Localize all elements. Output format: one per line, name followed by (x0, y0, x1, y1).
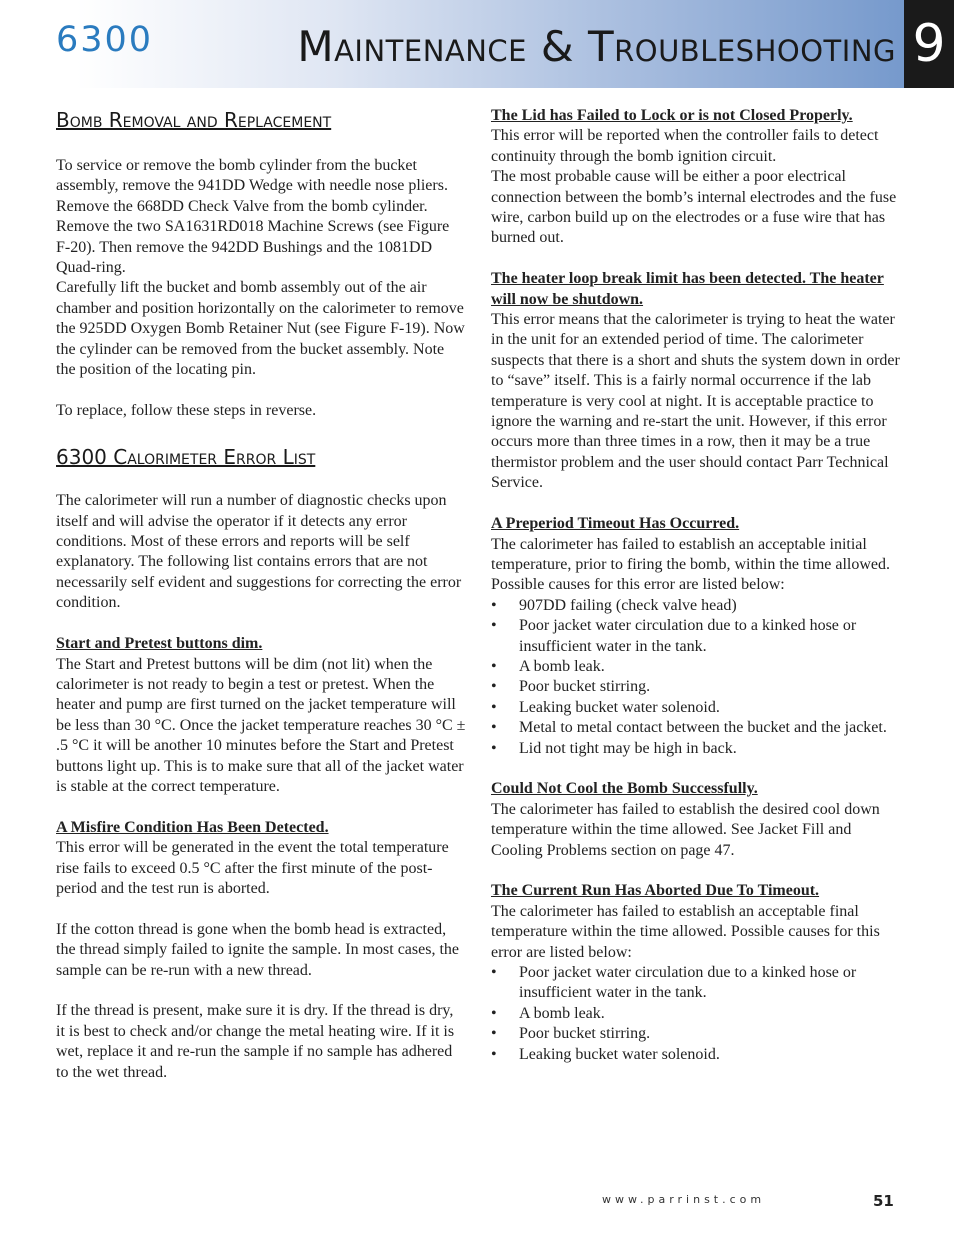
error-text-heater: This error means that the calorimeter is trying to heat the water in the unit for an extended period of time. The calorimeter suspects that there is a short and shuts the system down in order to “save” itself. This is a fairly normal occurrence if the lab temperature is very cool at night. It is acceptable practice to ignore the warning and re-start the unit. However, if this error occurs more than three times in a row, then it may be a true thermistor problem and the user should contact Parr Technical Service. (491, 311, 900, 492)
list-item: • Poor bucket stirring. (491, 677, 903, 697)
bomb-paragraph-1: To service or remove the bomb cylinder from the bucket assembly, remove the 941DD Wedge with needle nose pliers. Remove the 668DD Check Valve from the bomb cylinder. Remove the two SA1631RD018 Machine Screws (see Figure F-20). Then remove the 942DD Bushings and the 1081DD Quad-ring. (56, 157, 450, 277)
error-label-timeout: The Current Run Has Aborted Due To Timeout. (491, 882, 820, 900)
misfire-cotton-paragraph: If the cotton thread is gone when the bomb head is extracted, the thread simply failed to ignite the sample. In most cases, the sample can be re-run with a new thread. (56, 920, 460, 979)
error-label-start-pretest: Start and Pretest buttons dim. (56, 635, 263, 653)
page-number: 51 (873, 1192, 894, 1210)
right-column (491, 106, 903, 1065)
error-label-lid: The Lid has Failed to Lock or is not Closed Properly. (491, 107, 853, 124)
error-text-lid-2: The most probable cause will be either a poor electrical connection between the bomb’s internal electrodes and the fuse wire, carbon build up on the electrodes or a fuse wire that has burned out. (491, 168, 897, 247)
errors-intro: The calorimeter will run a number of diagnostic checks upon itself and will advise the operator if it detects any error conditions. Most of these errors and reports will be self explanatory. The following list contains errors that are not necessarily self evident and suggestions for correcting the error condition. (56, 492, 462, 612)
bomb-paragraph-3: To replace, follow these steps in reverse. (56, 401, 317, 419)
error-label-heater: The heater loop break limit has been detected. The heater will now be shutdown. (491, 270, 884, 308)
list-item: • Poor jacket water circulation due to a kinked hose or insufficient water in the tank. (491, 963, 903, 1004)
list-item: • Leaking bucket water solenoid. (491, 698, 903, 718)
error-label-misfire: A Misfire Condition Has Been Detected. (56, 818, 329, 836)
list-item: • Poor bucket stirring. (491, 1024, 903, 1044)
list-item: • Metal to metal contact between the bucket and the jacket. (491, 718, 903, 738)
list-item: • Leaking bucket water solenoid. (491, 1045, 903, 1065)
error-text-misfire: This error will be generated in the event the total temperature rise fails to exceed 0.5 °C after the first minute of the post-period and the test run is aborted. (56, 839, 449, 897)
list-item: • A bomb leak. (491, 657, 903, 677)
list-item: • 907DD failing (check valve head) (491, 596, 903, 616)
error-text-timeout: The calorimeter has failed to establish an acceptable final temperature within the time allowed. Possible causes for this error are listed below: (491, 902, 880, 961)
error-text-lid-1: This error will be reported when the controller fails to detect continuity through the bomb ignition circuit. (491, 127, 879, 165)
section-heading-bomb-removal: Bomb Removal and Replacement (56, 108, 332, 132)
error-label-cool: Could Not Cool the Bomb Successfully. (491, 780, 758, 798)
left-column (56, 106, 466, 1083)
error-text-start-pretest: The Start and Pretest buttons will be dim (not lit) when the calorimeter is not ready to begin a test or pretest. When the heater and pump are first turned on the jacket temperature will be less than 30 °C. Once the jacket temperature reaches 30 °C ± .5 °C it will be another 10 minutes before the Start and Pretest buttons light up. This is to make sure that all of the jacket water is stable at the correct temperature. (56, 655, 466, 795)
section-heading-error-list: 6300 Calorimeter Error List (56, 445, 316, 470)
model-number: 6300 (56, 20, 154, 60)
page-header (0, 0, 954, 88)
footer-url: www.parrinst.com (602, 1193, 766, 1206)
list-item: • A bomb leak. (491, 1004, 903, 1024)
chapter-title: Maintenance & Troubleshooting (297, 22, 896, 71)
error-label-preperiod: A Preperiod Timeout Has Occurred. (491, 515, 740, 533)
preperiod-causes-list (491, 596, 903, 759)
misfire-thread-paragraph: If the thread is present, make sure it is dry. If the thread is dry, it is best to check and/or change the metal heating wire. If it is wet, replace it and re-run the sample if no sample has adhered to the wet thread. (56, 1002, 455, 1081)
chapter-number: 9 (904, 0, 954, 88)
timeout-causes-list (491, 963, 903, 1065)
list-item: • Poor jacket water circulation due to a kinked hose or insufficient water in the tank. (491, 616, 903, 657)
error-text-preperiod: The calorimeter has failed to establish an acceptable initial temperature, prior to firing the bomb, within the time allowed. Possible causes for this error are listed below: (491, 535, 891, 594)
error-text-cool: The calorimeter has failed to establish the desired cool down temperature within the time allowed. See Jacket Fill and Cooling Problems section on page 47. (491, 800, 880, 859)
list-item: • Lid not tight may be high in back. (491, 739, 903, 759)
bomb-paragraph-2: Carefully lift the bucket and bomb assembly out of the air chamber and position horizontally on the calorimeter to remove the 925DD Oxygen Bomb Retainer Nut (see Figure F-19). Now the cylinder can be removed from the bucket assembly. Note the position of the locating pin. (56, 279, 465, 379)
